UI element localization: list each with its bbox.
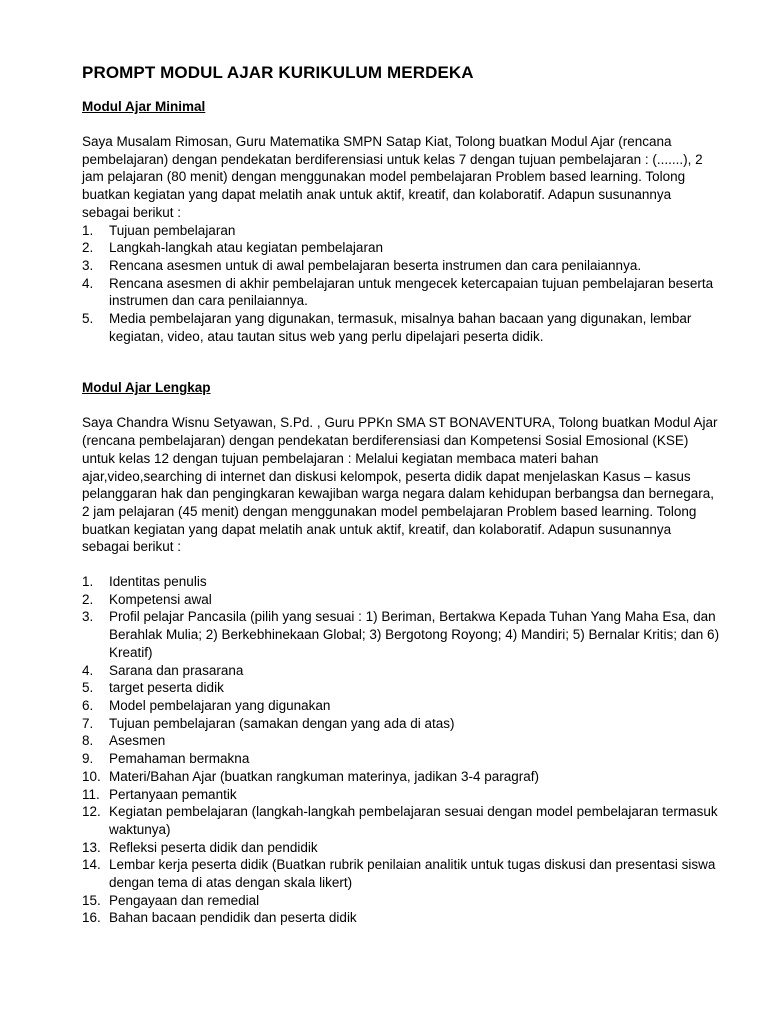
- list-item-text: Kompetensi awal: [109, 591, 212, 607]
- list-item-number: 6.: [82, 697, 94, 713]
- list-item-text: Sarana dan prasarana: [109, 662, 244, 678]
- list-item-number: 4.: [82, 275, 94, 291]
- list-item-number: 2.: [82, 240, 94, 256]
- modul-minimal-list: [82, 222, 722, 346]
- list-item: [82, 239, 722, 257]
- list-item-number: 4.: [82, 662, 94, 678]
- list-item: [82, 909, 722, 927]
- list-item-number: 9.: [82, 751, 94, 767]
- list-item-text: Rencana asesmen untuk di awal pembelajaran beserta instrumen dan cara penilaiannya.: [109, 257, 642, 273]
- list-item: [82, 856, 722, 891]
- list-item-text: Lembar kerja peserta didik (Buatkan rubrik penilaian analitik untuk tugas diskusi dan presentasi siswa dengan tema di atas dengan skala likert): [109, 857, 716, 891]
- list-item: [82, 803, 722, 838]
- list-item: [82, 310, 722, 345]
- list-item-text: Pengayaan dan remedial: [109, 892, 260, 908]
- list-item-number: 13.: [82, 839, 101, 855]
- list-item: [82, 768, 722, 786]
- modul-lengkap-list: [82, 573, 722, 927]
- list-item: [82, 591, 722, 609]
- list-item: [82, 608, 722, 661]
- list-item-text: Identitas penulis: [109, 574, 207, 590]
- list-item-number: 3.: [82, 257, 94, 273]
- list-item-number: 15.: [82, 892, 101, 908]
- list-item-text: Rencana asesmen di akhir pembelajaran untuk mengecek ketercapaian tujuan pembelajaran beserta instrumen dan cara penilaiannya.: [109, 275, 714, 309]
- list-item-number: 5.: [82, 680, 94, 696]
- section-heading-modul-ajar-lengkap: Modul Ajar Lengkap: [82, 380, 211, 396]
- list-item: [82, 892, 722, 910]
- list-item-text: Pemahaman bermakna: [109, 751, 250, 767]
- section-heading-modul-ajar-minimal: Modul Ajar Minimal: [82, 99, 206, 114]
- document-page: [82, 62, 722, 927]
- list-item-number: 10.: [82, 768, 101, 784]
- list-item-text: target peserta didik: [109, 680, 224, 696]
- list-item-number: 16.: [82, 910, 101, 926]
- list-item: [82, 732, 722, 750]
- list-item: [82, 750, 722, 768]
- modul-lengkap-paragraph: Saya Chandra Wisnu Setyawan, S.Pd. , Guru PPKn SMA ST BONAVENTURA, Tolong buatkan Modul Ajar (rencana pembelajaran) dengan pendekatan berdiferensiasi dan Kompetensi Sosial Emosional (KSE) untuk kelas 12 dengan tujuan pembelajaran : Melalui kegiatan membaca materi bahan ajar,video,searching di internet dan diskusi kelompok, peserta didik dapat menjelaskan Kasus – kasus pelanggaran hak dan pengingkaran kewajiban warga negara dalam kehidupan berbangsa dan bernegara, 2 jam pelajaran (45 menit) dengan menggunakan model pembelajaran Problem based learning. Tolong buatkan kegiatan yang dapat melatih anak untuk aktif, kreatif, dan kolaboratif. Adapun susunannya sebagai berikut :: [82, 415, 718, 555]
- list-item-text: Pertanyaan pemantik: [109, 786, 237, 802]
- list-item: [82, 222, 722, 240]
- list-item-text: Asesmen: [109, 733, 166, 749]
- list-item-text: Profil pelajar Pancasila (pilih yang sesuai : 1) Beriman, Bertakwa Kepada Tuhan Yang Maha Esa, dan Berahlak Mulia; 2) Berkebhinekaan Global; 3) Bergotong Royong; 4) Mandiri; 5) Bernalar Kritis; dan 6) Kreatif): [109, 609, 720, 660]
- list-item-text: Tujuan pembelajaran (samakan dengan yang ada di atas): [109, 715, 455, 731]
- list-item: [82, 275, 722, 310]
- document-title: PROMPT MODUL AJAR KURIKULUM MERDEKA: [82, 63, 474, 82]
- modul-minimal-paragraph: Saya Musalam Rimosan, Guru Matematika SMPN Satap Kiat, Tolong buatkan Modul Ajar (rencana pembelajaran) dengan pendekatan berdiferensiasi untuk kelas 7 dengan tujuan pembelajaran : (.......), 2 jam pelajaran (80 menit) dengan menggunakan model pembelajaran Problem based learning. Tolong buatkan kegiatan yang dapat melatih anak untuk aktif, kreatif, dan kolaboratif. Adapun susunannya sebagai berikut :: [82, 134, 703, 220]
- list-item-number: 8.: [82, 733, 94, 749]
- list-item: [82, 257, 722, 275]
- list-item-number: 7.: [82, 715, 94, 731]
- list-item-text: Materi/Bahan Ajar (buatkan rangkuman materinya, jadikan 3-4 paragraf): [109, 768, 539, 784]
- list-item-text: Media pembelajaran yang digunakan, termasuk, misalnya bahan bacaan yang digunakan, lembar kegiatan, video, atau tautan situs web yang perlu dipelajari peserta didik.: [109, 311, 692, 344]
- list-item-text: Kegiatan pembelajaran (langkah-langkah pembelajaran sesuai dengan model pembelajaran termasuk waktunya): [109, 804, 718, 837]
- list-item-number: 1.: [82, 222, 94, 238]
- list-item-text: Langkah-langkah atau kegiatan pembelajaran: [109, 240, 383, 256]
- list-item: [82, 662, 722, 680]
- list-item-text: Model pembelajaran yang digunakan: [109, 697, 331, 713]
- list-item-number: 14.: [82, 857, 101, 873]
- list-item-number: 1.: [82, 574, 94, 590]
- list-item-text: Refleksi peserta didik dan pendidik: [109, 839, 318, 855]
- list-item-number: 5.: [82, 311, 94, 327]
- list-item-text: Bahan bacaan pendidik dan peserta didik: [109, 910, 357, 926]
- list-item: [82, 786, 722, 804]
- list-item: [82, 573, 722, 591]
- list-item-number: 2.: [82, 591, 94, 607]
- list-item: [82, 715, 722, 733]
- list-item-number: 12.: [82, 804, 101, 820]
- list-item-text: Tujuan pembelajaran: [109, 222, 236, 238]
- list-item-number: 11.: [82, 786, 100, 802]
- list-item: [82, 839, 722, 857]
- list-item: [82, 679, 722, 697]
- list-item-number: 3.: [82, 609, 94, 625]
- list-item: [82, 697, 722, 715]
